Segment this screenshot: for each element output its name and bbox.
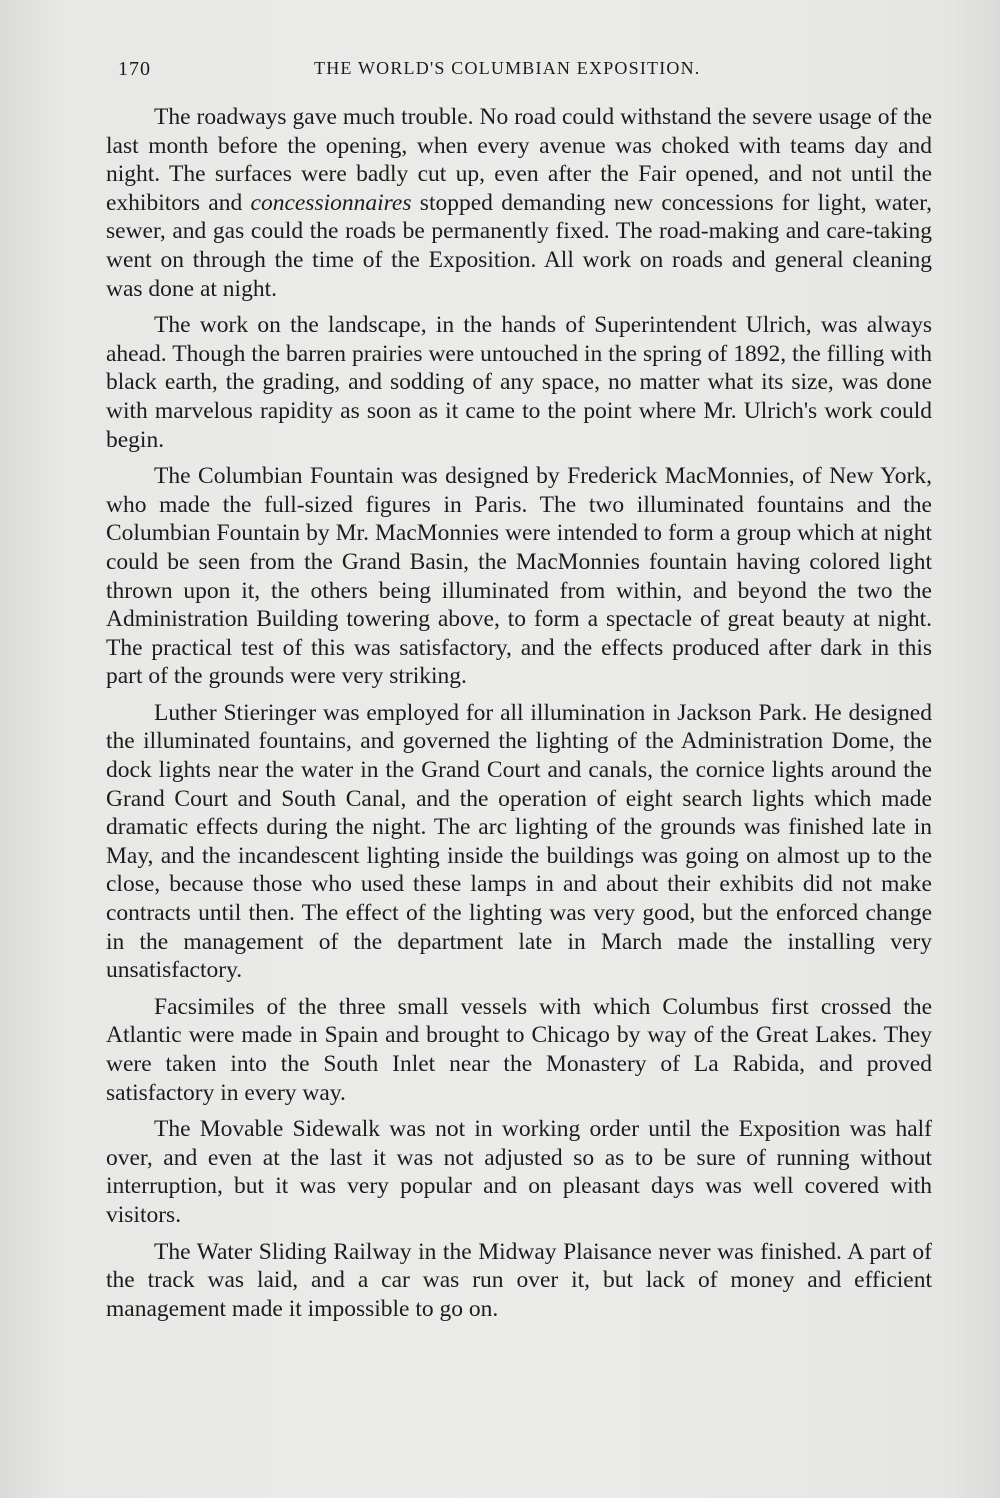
paragraph-columbus-vessels: Facsimiles of the three small vessels with which Columbus first crossed the Atlantic were made in Spain and brought to Chicago by way of the Great Lakes. They were taken into the South Inlet near the Monastery of La Rabida, and proved satisfactory in every way. [106, 993, 932, 1106]
paragraph-illumination: Luther Stieringer was employed for all illumination in Jackson Park. He designed the illuminated fountains, and governed the lighting of the Administration Dome, the dock lights near the water in the Grand Court and canals, the cornice lights around the Grand Court and South Canal, and the operation of eight search lights which made dramatic effects during the night. The arc lighting of the grounds was finished late in May, and the incandescent lighting inside the buildings was going on almost up to the close, because those who used these lamps in and about their exhibits did not make contracts until then. The effect of the lighting was very good, but the enforced change in the management of the department late in March made the installing very unsatisfactory. [106, 699, 932, 984]
page-number: 170 [118, 58, 151, 80]
paragraph-water-sliding-railway: The Water Sliding Railway in the Midway Plaisance never was finished. A part of the track was laid, and a car was run over it, but lack of money and efficient management made it impossible to go on. [106, 1238, 932, 1322]
running-head [118, 58, 938, 88]
paragraph-roadways [106, 103, 932, 303]
body-text [106, 103, 932, 1331]
paragraph-landscape: The work on the landscape, in the hands of Superintendent Ulrich, was always ahead. Though the barren prairies were untouched in the spring of 1892, the filling with black earth, the grading, and sodding of any space, no matter what its size, was done with marvelous rapidity as soon as it came to the point where Mr. Ulrich's work could begin. [106, 312, 932, 453]
paragraph-movable-sidewalk: The Movable Sidewalk was not in working order until the Exposition was half over, and even at the last it was not adjusted so as to be sure of running without interruption, but it was very popular and on pleasant days was well covered with visitors. [106, 1116, 932, 1228]
paragraph-roadways-text-start: The roadways gave much trouble. No road could withstand the severe usage of the last month before the opening, when every avenue was choked with teams day and night. The surfaces were badly cut up, even after the Fair opened, and not until the exhibitors and [106, 104, 932, 216]
italic-term-concessionnaires: concessionnaires [250, 189, 412, 216]
paragraph-columbian-fountain: The Columbian Fountain was designed by Frederick MacMonnies, of New York, who made the full-sized figures in Paris. The two illuminated fountains and the Columbian Fountain by Mr. MacMonnies were intended to form a group which at night could be seen from the Grand Basin, the MacMonnies fountain having colored light thrown upon it, the others being illuminated from within, and beyond the two the Administration Building towering above, to form a spectacle of great beauty at night. The practical test of this was satisfactory, and the effects produced after dark in this part of the grounds were very striking. [106, 463, 932, 690]
paragraph-roadways-text-end: stopped demanding new concessions for light, water, sewer, and gas could the roads be permanently fixed. The road-making and care-taking went on through the time of the Exposition. All work on roads and general cleaning was done at night. [106, 189, 932, 302]
running-title: THE WORLD'S COLUMBIAN EXPOSITION. [314, 58, 701, 78]
